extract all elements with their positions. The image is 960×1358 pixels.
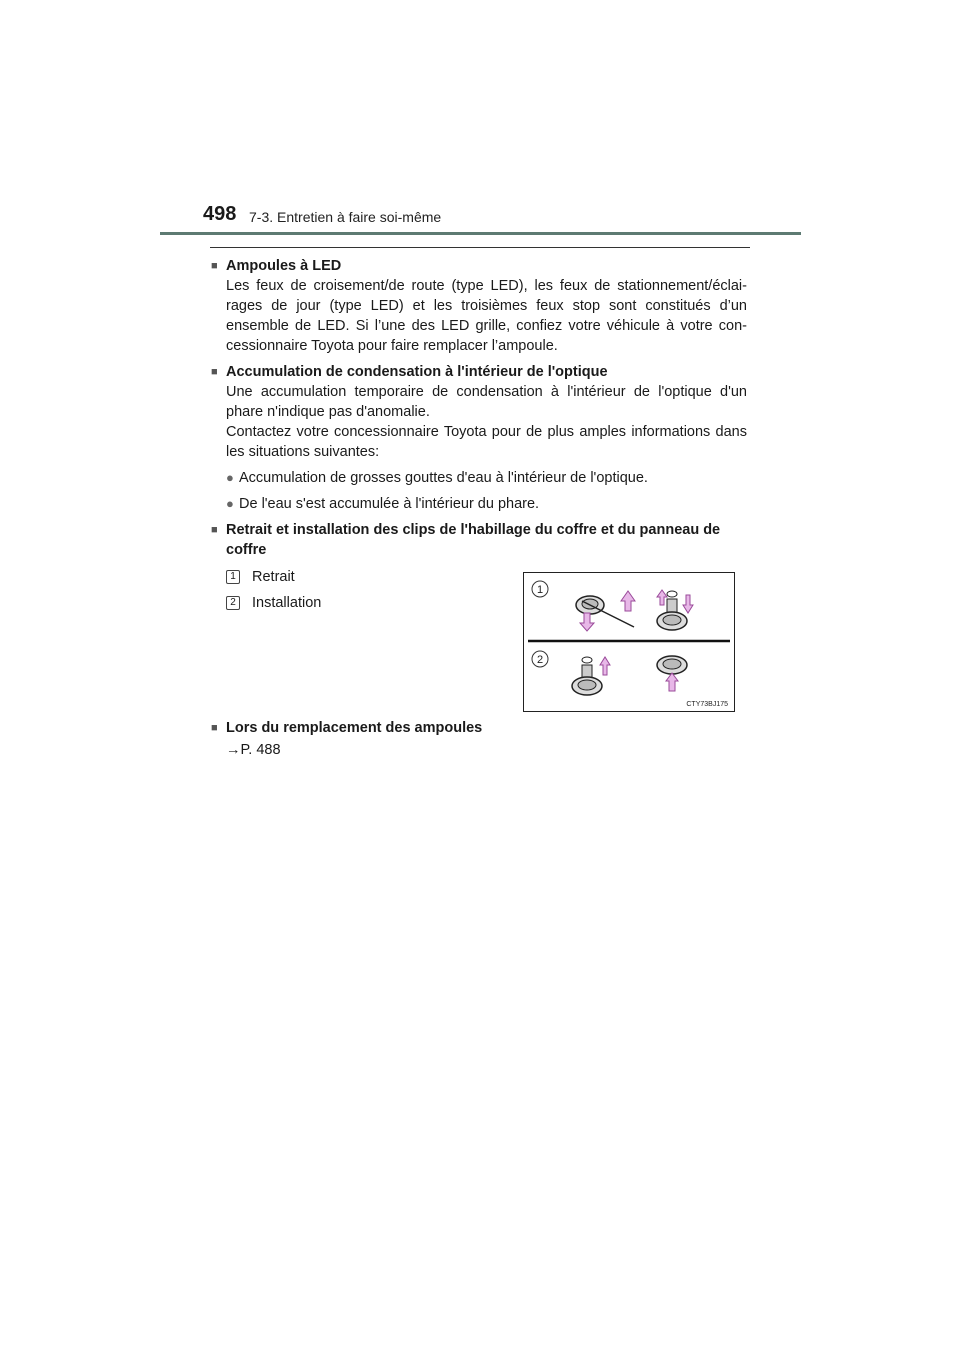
block-heading xyxy=(211,520,747,560)
header-rule xyxy=(160,232,801,235)
square-bullet-icon: ■ xyxy=(211,524,218,536)
clips-illustration xyxy=(523,572,735,712)
content-top-rule xyxy=(210,247,750,248)
square-bullet-icon: ■ xyxy=(211,260,218,272)
clip-removal-icon xyxy=(576,591,635,631)
list-item xyxy=(226,494,747,514)
step-label: Retrait xyxy=(252,569,295,585)
paragraph: Contactez votre concessionnaire Toyota pour de plus amples informations dans les situations suivantes: xyxy=(226,424,747,460)
step-number: 1 xyxy=(226,570,240,584)
paragraph: Les feux de croisement/de route (type LED), les feux de stationnement/éclai-rages de jour (type LED) et les troisièmes feux stop sont constitués d’un ensemble de LED. Si l’une des LED grille, confiez votre véhicule à votre con-cessionnaire Toyota pour faire remplacer l’ampoule. xyxy=(226,278,747,354)
clip-pin-removal-icon xyxy=(657,590,693,630)
block-heading xyxy=(211,718,747,738)
round-bullet-icon: ● xyxy=(226,496,234,511)
page-reference-link[interactable]: →P. 488 xyxy=(226,742,281,758)
paragraph: Une accumulation temporaire de condensation à l'intérieur de l'optique d'un phare n'indique pas d'anomalie. xyxy=(226,384,747,420)
figure-label-1: 1 xyxy=(536,584,544,596)
list-item-text: Accumulation de grosses gouttes d'eau à l'intérieur de l'optique. xyxy=(239,470,648,486)
clip-pushed-icon xyxy=(657,656,687,691)
step-number: 2 xyxy=(226,596,240,610)
block-heading xyxy=(211,256,747,276)
square-bullet-icon: ■ xyxy=(211,366,218,378)
step-label: Installation xyxy=(252,595,322,611)
block-bulb-replacement xyxy=(211,718,747,760)
figure-label-2: 2 xyxy=(536,654,544,666)
block-title: Ampoules à LED xyxy=(226,258,342,274)
block-title: Lors du remplacement des ampoules xyxy=(226,720,483,736)
clips-section xyxy=(226,564,747,712)
clip-install-icon xyxy=(572,657,610,695)
block-clips xyxy=(211,520,747,712)
clips-illustration-svg xyxy=(524,573,734,711)
block-title: Accumulation de condensation à l'intérieur de l'optique xyxy=(226,364,608,380)
block-condensation xyxy=(211,362,747,514)
square-bullet-icon: ■ xyxy=(211,722,218,734)
round-bullet-icon: ● xyxy=(226,470,234,485)
block-title: Retrait et installation des clips de l'habillage du coffre et du panneau de coffre xyxy=(226,522,721,558)
block-led-bulbs xyxy=(211,256,747,356)
figure-code: CTY73BJ175 xyxy=(686,701,728,708)
list-item-text: De l'eau s'est accumulée à l'intérieur du phare. xyxy=(239,496,540,512)
page-content xyxy=(211,256,747,766)
section-title: 7-3. Entretien à faire soi-même xyxy=(249,209,442,225)
page-number: 498 xyxy=(203,203,237,225)
list-item xyxy=(226,468,747,488)
block-heading xyxy=(211,362,747,382)
